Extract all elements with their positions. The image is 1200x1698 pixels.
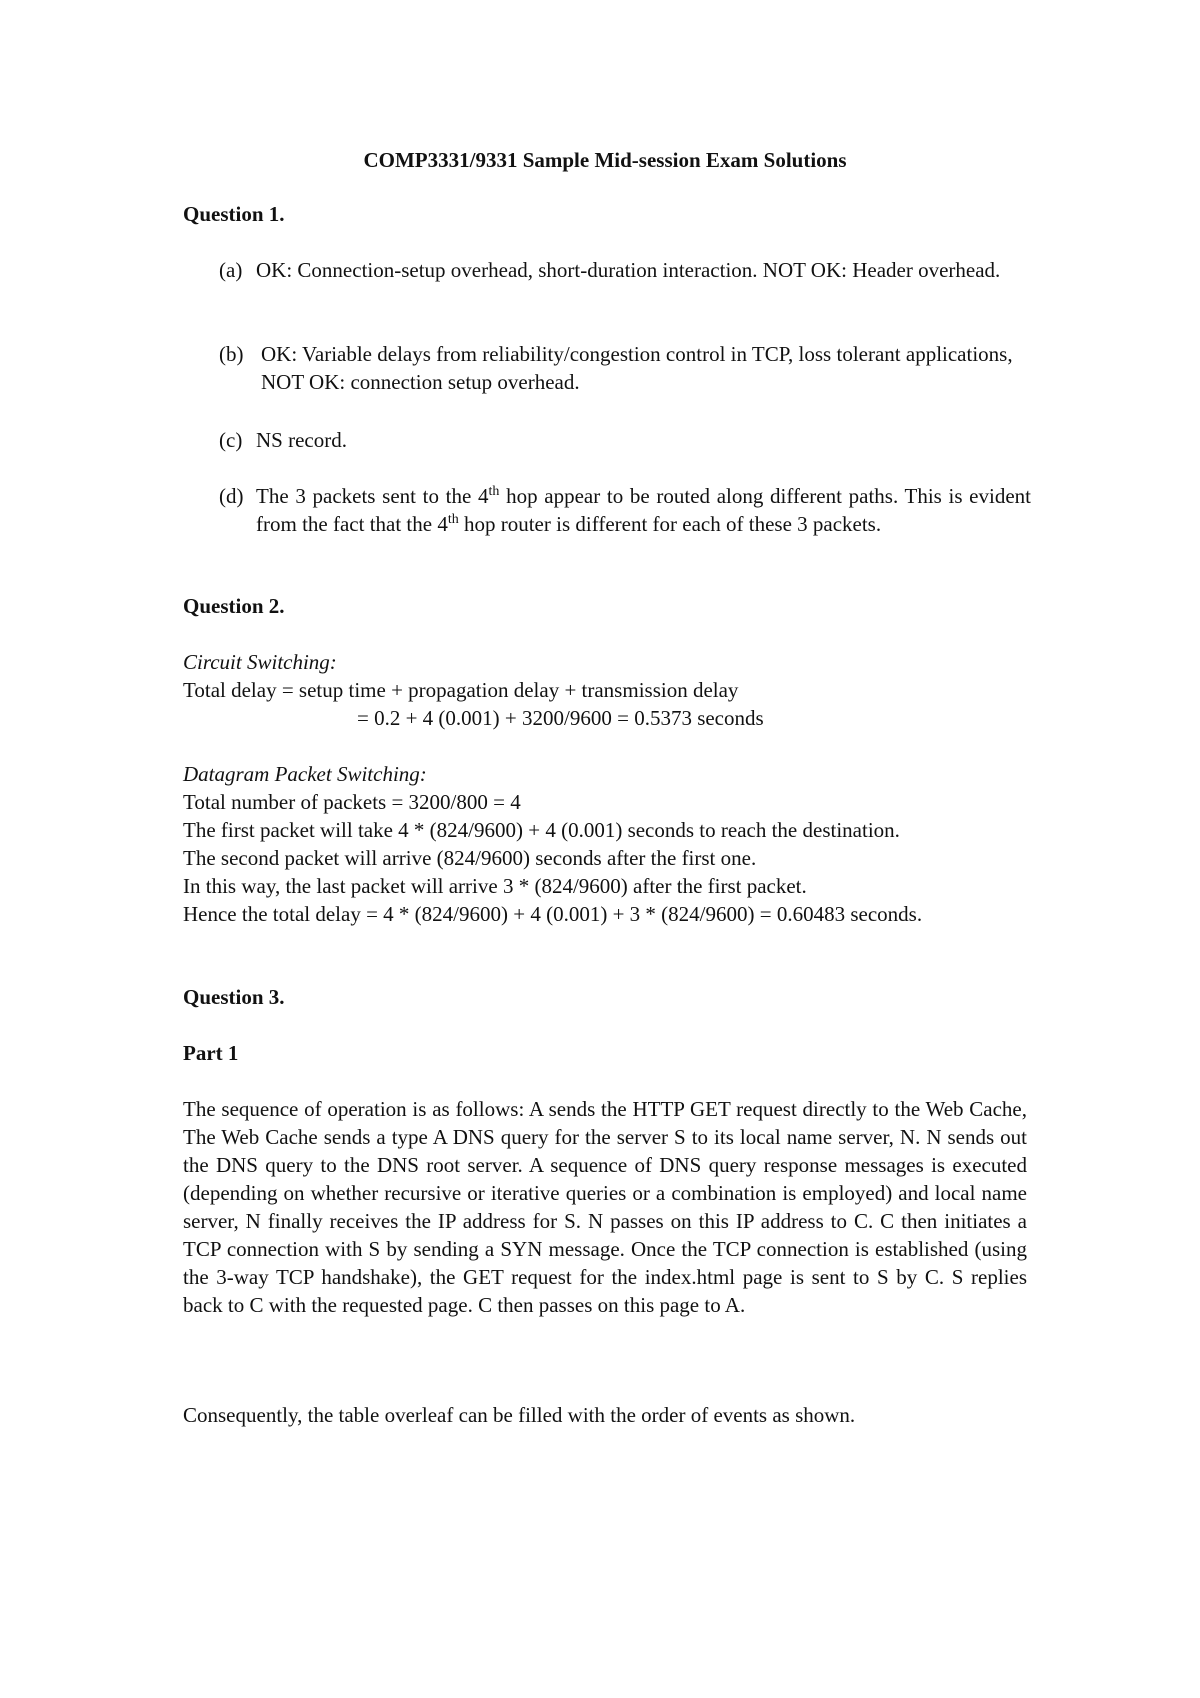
datagram-line: Total number of packets = 3200/800 = 4	[183, 790, 521, 814]
circuit-line: Total delay = setup time + propagation delay + transmission delay	[183, 678, 739, 702]
question-1-item-a	[219, 256, 1031, 284]
item-label: (d)	[219, 484, 244, 508]
question-1-item-c	[219, 426, 1031, 454]
datagram-line: The first packet will take 4 * (824/9600) + 4 (0.001) seconds to reach the destination.	[183, 818, 900, 842]
question-3-paragraph: The sequence of operation is as follows: A sends the HTTP GET request directly to the Web Cache, The Web Cache sends a type A DNS query for the server S to its local name server, N. N sends out the DNS query to the DNS root server. A sequence of DNS query response messages is executed (depending on whether recursive or iterative queries or a combination is employed) and local name server, N finally receives the IP address for S. N passes on this IP address to C. C then initiates a TCP connection with S by sending a SYN message. Once the TCP connection is established (using the 3-way TCP handshake), the GET request for the index.html page is sent to S by C. S replies back to C with the requested page. C then passes on this page to A.	[183, 1097, 1027, 1317]
question-3-conclusion: Consequently, the table overleaf can be filled with the order of events as shown.	[183, 1403, 856, 1427]
circuit-switching-title: Circuit Switching:	[183, 650, 337, 674]
circuit-switching-section	[183, 648, 1027, 732]
item-label: (a)	[219, 258, 243, 282]
part-1-heading: Part 1	[183, 1041, 239, 1065]
item-text: NS record.	[256, 428, 347, 452]
question-3-heading: Question 3.	[183, 985, 285, 1009]
item-text: OK: Connection-setup overhead, short-duration interaction. NOT OK: Header overhead.	[256, 258, 1001, 282]
datagram-line: Hence the total delay = 4 * (824/9600) + 4 (0.001) + 3 * (824/9600) = 0.60483 seconds.	[183, 902, 923, 926]
item-text: The 3 packets sent to the 4th hop appear to be routed along different paths. This is evident from the fact that the 4th hop router is different for each of these 3 packets.	[256, 484, 1031, 536]
datagram-line: In this way, the last packet will arrive 3 * (824/9600) after the first packet.	[183, 874, 807, 898]
datagram-line: The second packet will arrive (824/9600) seconds after the first one.	[183, 846, 757, 870]
item-label: (c)	[219, 428, 243, 452]
question-1-heading: Question 1.	[183, 202, 285, 226]
question-2-heading: Question 2.	[183, 594, 285, 618]
page-title: COMP3331/9331 Sample Mid-session Exam Solutions	[363, 148, 847, 172]
item-label: (b)	[219, 342, 244, 366]
datagram-switching-section	[183, 760, 1027, 928]
circuit-line: = 0.2 + 4 (0.001) + 3200/9600 = 0.5373 seconds	[357, 706, 764, 730]
question-1-item-d	[219, 482, 1031, 538]
item-text: OK: Variable delays from reliability/congestion control in TCP, loss tolerant applications, NOT OK: connection setup overhead.	[261, 342, 1013, 394]
question-1-item-b	[219, 340, 1031, 396]
datagram-switching-title: Datagram Packet Switching:	[183, 762, 427, 786]
